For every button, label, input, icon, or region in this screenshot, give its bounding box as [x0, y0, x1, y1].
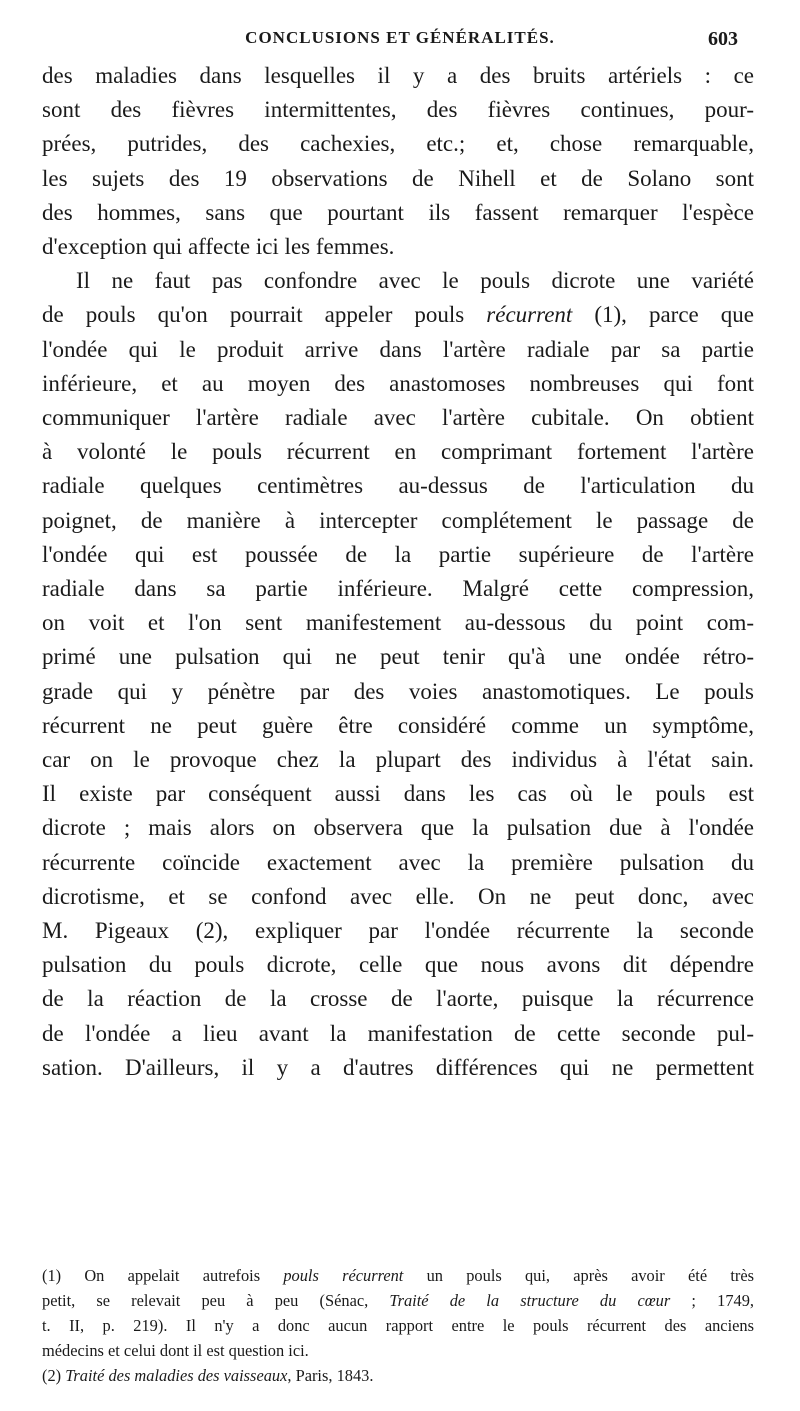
text-line: car on le provoque chez la plupart des individus à l'état sain.	[42, 747, 754, 773]
page-header	[40, 28, 760, 58]
text-line: d'exception qui affecte ici les femmes.	[42, 234, 395, 260]
text-line: de l'ondée a lieu avant la manifestation de cette seconde pul-	[42, 1020, 754, 1046]
text-line: l'ondée qui le produit arrive dans l'artère radiale par sa partie	[42, 336, 754, 362]
footnote-1-line	[42, 1263, 754, 1288]
main-text	[42, 59, 754, 1085]
text-line	[42, 298, 754, 332]
text-line: M. Pigeaux (2), expliquer par l'ondée récurrente la seconde	[42, 918, 754, 944]
text-line: primé une pulsation qui ne peut tenir qu'à une ondée rétro-	[42, 644, 754, 670]
text-line: dicrotisme, et se confond avec elle. On ne peut donc, avec	[42, 883, 754, 909]
footnotes	[42, 1263, 754, 1388]
text-line: radiale quelques centimètres au-dessus de l'articulation du	[42, 473, 754, 499]
text-line: pulsation du pouls dicrote, celle que nous avons dit dépendre	[42, 952, 754, 978]
text-line: les sujets des 19 observations de Nihell et de Solano sont	[42, 165, 754, 191]
text-segment: , Paris, 1843.	[287, 1366, 374, 1385]
text-line: dicrote ; mais alors on observera que la pulsation due à l'ondée	[42, 815, 754, 841]
italic-term: pouls récurrent	[283, 1266, 404, 1285]
footnote-1-line	[42, 1288, 754, 1313]
paragraph-2	[42, 264, 754, 1085]
text-line: récurrente coïncide exactement avec la première pulsation du	[42, 849, 754, 875]
italic-title: Traité de la structure du cœur	[389, 1291, 671, 1310]
text-line: communiquer l'artère radiale avec l'artère cubitale. On obtient	[42, 405, 754, 431]
text-line: à volonté le pouls récurrent en comprimant fortement l'artère	[42, 439, 754, 465]
running-title: CONCLUSIONS ET GÉNÉRALITÉS.	[245, 28, 555, 47]
text-line: des hommes, sans que pourtant ils fassent remarquer l'espèce	[42, 199, 754, 225]
footnote-1-line: médecins et celui dont il est question ici.	[42, 1341, 309, 1360]
text-segment: ; 1749,	[670, 1291, 754, 1310]
text-line: de la réaction de la crosse de l'aorte, puisque la récurrence	[42, 986, 754, 1012]
footnote-2	[42, 1363, 754, 1388]
footnote-1-line: t. II, p. 219). Il n'y a donc aucun rapport entre le pouls récurrent des anciens	[42, 1316, 754, 1335]
text-segment: de pouls qu'on pourrait appeler pouls	[42, 302, 487, 328]
text-line: on voit et l'on sent manifestement au-dessous du point com-	[42, 610, 754, 636]
text-segment: petit, se relevait peu à peu (Sénac,	[42, 1291, 390, 1310]
text-segment: (1) On appelait autrefois	[42, 1266, 284, 1285]
text-line: Il existe par conséquent aussi dans les cas où le pouls est	[42, 781, 754, 807]
text-segment: (1), parce que	[572, 302, 754, 328]
italic-title: Traité des maladies des vaisseaux	[65, 1366, 288, 1385]
text-line: prées, putrides, des cachexies, etc.; et, chose remarquable,	[42, 131, 754, 157]
text-line: récurrent ne peut guère être considéré comme un symptôme,	[42, 712, 754, 738]
text-line: l'ondée qui est poussée de la partie supérieure de l'artère	[42, 541, 754, 567]
text-line: grade qui y pénètre par des voies anastomotiques. Le pouls	[42, 678, 754, 704]
text-line: radiale dans sa partie inférieure. Malgré cette compression,	[42, 576, 754, 602]
text-line: sont des fièvres intermittentes, des fièvres continues, pour-	[42, 97, 754, 123]
text-line: des maladies dans lesquelles il y a des bruits artériels : ce	[42, 63, 754, 88]
page-number: 603	[708, 28, 738, 50]
text-segment: (2)	[42, 1366, 66, 1385]
text-line: inférieure, et au moyen des anastomoses nombreuses qui font	[42, 370, 754, 396]
text-line: sation. D'ailleurs, il y a d'autres différences qui ne permettent	[42, 1054, 754, 1080]
text-segment: un pouls qui, après avoir été très	[403, 1266, 754, 1285]
italic-term: récurrent	[486, 302, 573, 328]
text-line: poignet, de manière à intercepter complétement le passage de	[42, 507, 754, 533]
text-line: Il ne faut pas confondre avec le pouls dicrote une variété	[76, 268, 754, 294]
paragraph-1	[42, 59, 754, 264]
